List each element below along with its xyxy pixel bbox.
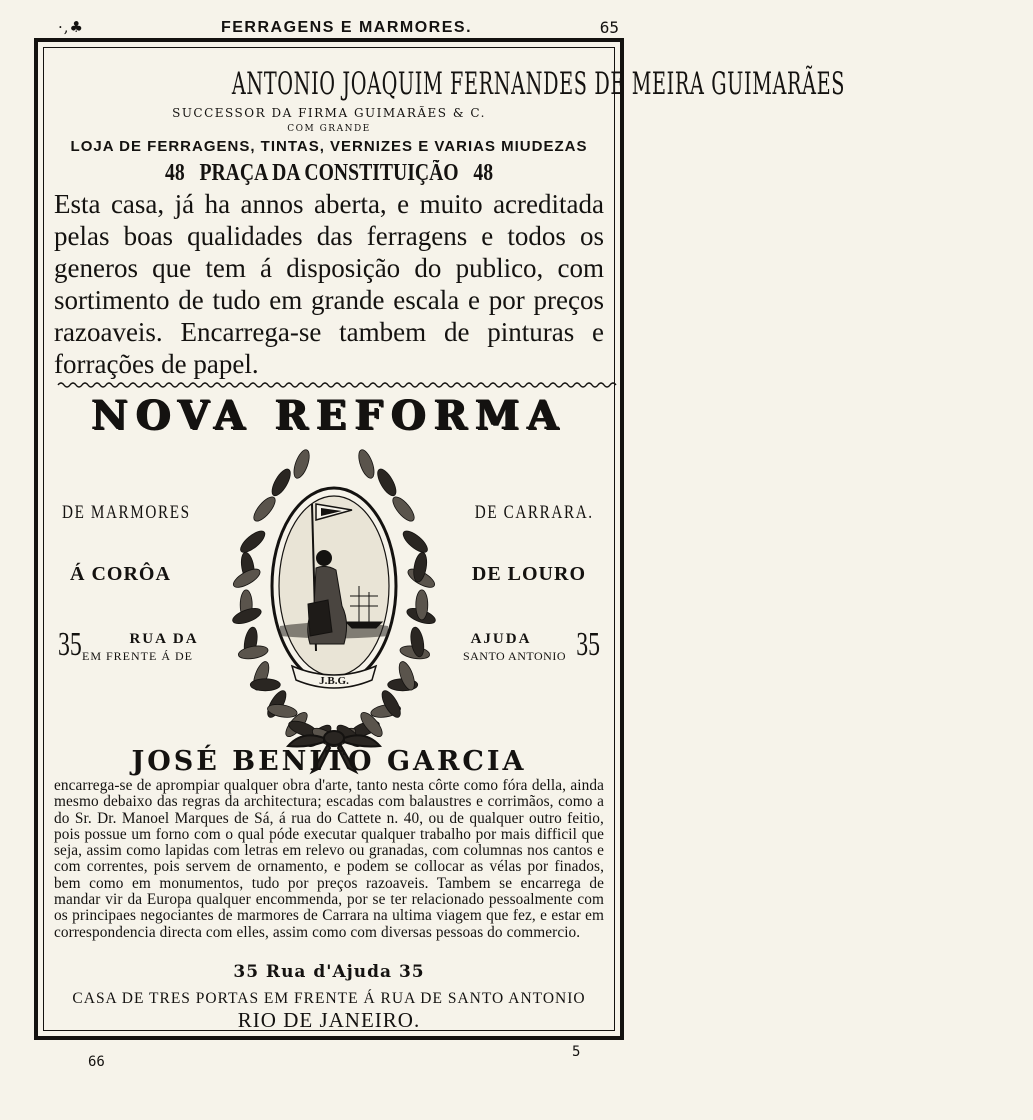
advert1-com-grande: COM GRANDE <box>287 124 371 134</box>
louro-label: DE LOURO <box>471 563 586 585</box>
proprietor-name: JOSÉ BENITO GARCIA <box>131 746 527 777</box>
header-ornament: ·,♣ <box>58 18 84 36</box>
footer-right-number: 5 <box>572 1044 581 1060</box>
rua-da-label: RUA DA <box>129 631 199 647</box>
laurel-leaf <box>237 527 268 555</box>
page-number: 65 <box>599 18 619 37</box>
nova-reforma-title: NOVA REFORMA <box>91 392 567 439</box>
running-header <box>0 18 693 40</box>
left-street-number: 35 <box>58 626 82 663</box>
laurel-leaf <box>389 494 417 525</box>
right-street-number: 35 <box>576 626 600 663</box>
laurel-crown-emblem <box>224 436 444 776</box>
advert2-shopfront: CASA DE TRES PORTAS EM FRENTE Á RUA DE SANTO ANTONIO <box>72 990 586 1007</box>
advert1-successor-line: SUCCESSOR DA FIRMA GUIMARÃES & C. <box>172 106 486 120</box>
advert-frame <box>34 38 846 1040</box>
wavy-divider <box>58 381 614 389</box>
advert1-shop-line: LOJA DE FERRAGENS, TINTAS, VERNIZES E VARIAS MIUDEZAS <box>70 138 588 155</box>
laurel-leaf <box>269 466 294 498</box>
laurel-leaf <box>250 679 280 691</box>
advert2-city: RIO DE JANEIRO. <box>237 1008 421 1032</box>
advert1-merchant-name: ANTONIO JOAQUIM FERNANDES DE MEIRA GUIMARÃES <box>231 66 846 102</box>
running-title: FERRAGENS E MARMORES. <box>220 19 473 36</box>
laurel-leaf <box>374 466 399 498</box>
santo-antonio-label: SANTO ANTONIO <box>462 649 566 663</box>
advert1-body: Esta casa, já ha annos aberta, e muito acreditada pelas boas qualidades das ferragens e todos os generos que tem á disposição do publico, com sortimento de tudo em grande escala e por preços razoaveis. Encarrega-se tambem de pinturas e forrações de papel. <box>54 189 604 379</box>
advert2-street: 35 Rua d'Ajuda 35 <box>233 962 425 982</box>
laurel-leaf <box>291 448 313 480</box>
marmores-label: DE MARMORES <box>62 502 191 523</box>
carrara-label: DE CARRARA. <box>475 502 594 523</box>
em-frente-label: EM FRENTE Á DE <box>82 649 193 663</box>
advert1-address: 48 PRAÇA DA CONSTITUIÇÃO 48 <box>164 160 494 186</box>
emblem-monogram: J.B.G. <box>319 675 349 687</box>
laurel-leaf <box>250 494 278 525</box>
laurel-leaf <box>400 527 431 555</box>
corôa-label: Á CORÔA <box>70 563 171 585</box>
laurel-leaf <box>416 590 428 620</box>
advert-frame-inner <box>43 47 846 1032</box>
footer-left-number: 66 <box>88 1054 105 1070</box>
laurel-leaf <box>356 448 378 480</box>
ajuda-label: AJUDA <box>470 631 532 647</box>
laurel-leaf <box>237 644 269 661</box>
advert2-body: encarrega-se de aprompiar qualquer obra d'arte, tanto nesta côrte como fóra della, ainda mesmo debaixo das regras da architectura; escadas com balaustres e corrimãos, como a do Sr. Dr. Manoel Marques de Sá, á rua do Cattete n. 40, ou de qualquer outro feitio, pois possue um forno com o qual póde executar qualquer trabalho por mais difficil que seja, assim como lapidas com letras em relevo ou granadas, com columnas nos cantos e com correntes, pois servem de ornamento, e podem se collocar as vélas por finados, bem como em monumentos, tudo por preços razoaveis. Tambem se encarrega de mandar vir da Europa qualquer encommenda, por se ter relacionado pessoalmente com os principaes negociantes de marmores de Carrara na ultima viagem que fez, e estar em correspondencia directa com elles, assim como com diversas pessoas do commercio. <box>54 777 604 941</box>
